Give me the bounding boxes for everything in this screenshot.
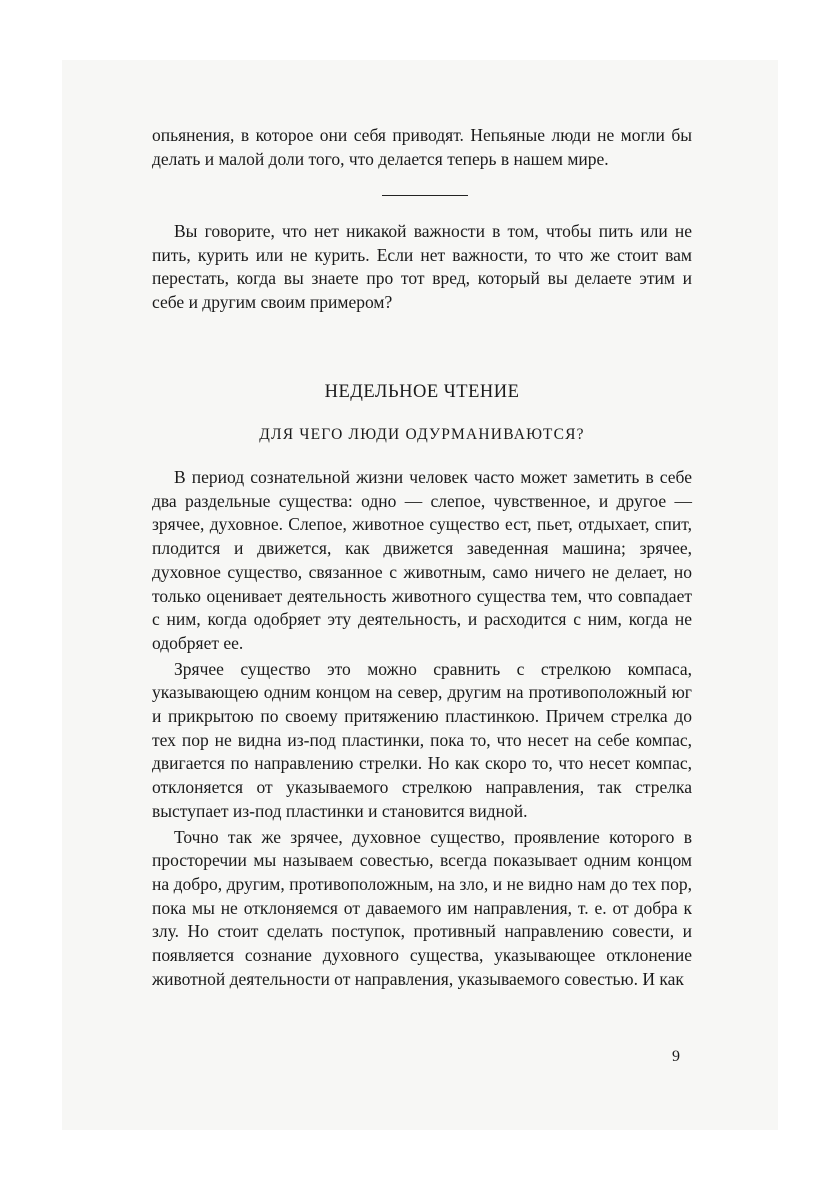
section-subtitle: ДЛЯ ЧЕГО ЛЮДИ ОДУРМАНИВАЮТСЯ? [259,426,585,443]
reflection-paragraph: Вы говорите, что нет никакой важности в том, чтобы пить или не пить, курить или не курить. Если нет важности, то что же стоит вам перестать, когда вы знаете про тот вред, который вы делаете этим и себе и другим своим примером? [152,221,692,313]
section-divider [382,195,468,196]
body-paragraph-1: В период сознательной жизни человек часто может заметить в себе два раздельные существа: одно — слепое, чувственное, и другое — зрячее, духовное. Слепое, животное существо ест, пьет, отдыхает, спит, плодится и движется, как движется заведенная машина; зрячее, духовное существо, связанное с животным, само ничего не делает, но только оценивает деятельность животного существа тем, что совпадает с ним, когда одобряет эту деятельность, и расходится с ним, когда не одобряет ее. [152,467,692,653]
page-number: 9 [672,1048,680,1065]
top-fragment-paragraph: опьянения, в которое они себя приводят. Непьяные люди не могли бы делать и малой доли того, что делается теперь в нашем мире. [152,125,692,169]
reflection-block [152,220,692,315]
body-paragraph-3: Точно так же зрячее, духовное существо, проявление которого в просторечии мы называем совестью, всегда показывает одним концом на добро, другим, противоположным, на зло, и не видно нам до тех пор, пока мы не отклоняемся от даваемого им направления, т. е. от добра к злу. Но стоит сделать поступок, противный направлению совести, и появляется сознание духовного существа, указывающее отклонение животной деятельности от направления, указываемого совестью. И как [152,826,692,989]
top-fragment-block [152,124,692,171]
reading-body [152,466,692,991]
section-title: НЕДЕЛЬНОЕ ЧТЕНИЕ [324,382,520,402]
body-paragraph-2: Зрячее существо это можно сравнить с стрелкою компаса, указывающею одним концом на север, другим на противоположный юг и прикрытою по своему притяжению пластинкою. Причем стрелка до тех пор не видна из-под пластинки, пока то, что несет на себе компас, двигается по направлению стрелки. Но как скоро то, что несет компас, отклоняется от указываемого стрелкою направления, так стрелка выступает из-под пластинки и становится видной. [152,658,692,821]
